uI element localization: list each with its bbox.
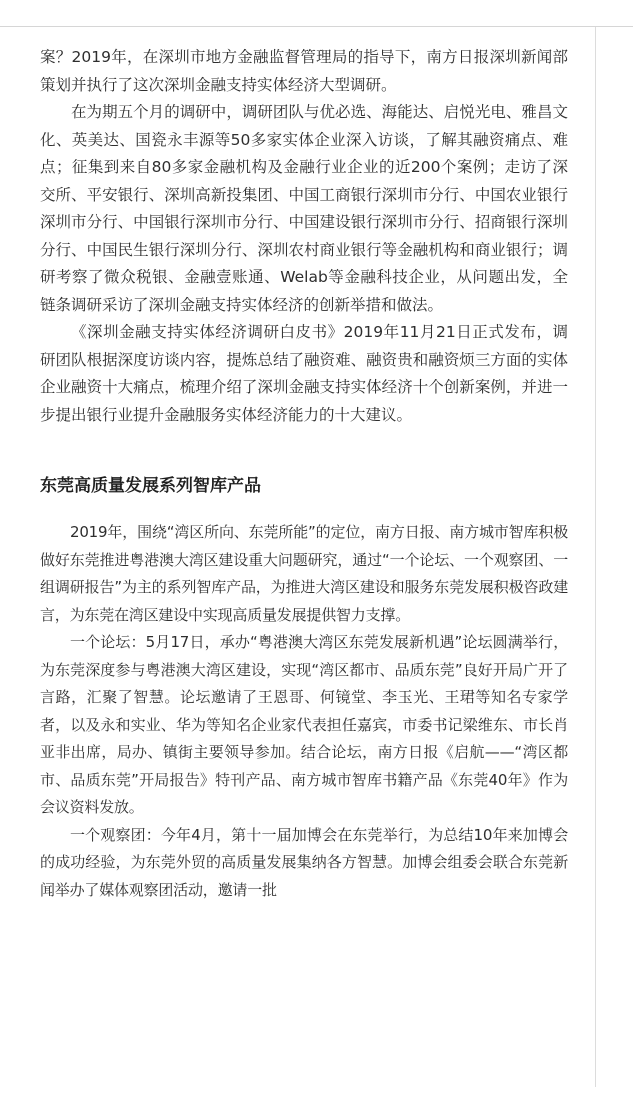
section-heading: 东莞高质量发展系列智库产品 [40,476,261,496]
top-divider [0,26,633,27]
article-paragraph: 一个论坛：5月17日，承办“粤港澳大湾区东莞发展新机遇”论坛圆满举行，为东莞深度参与粤港澳大湾区建设，实现“湾区都市、品质东莞”良好开局广开了言路，汇聚了智慧。论坛邀请了王恩哥、何镜堂、李玉光、王珺等知名专家学者，以及永和实业、华为等知名企业家代表担任嘉宾，市委书记梁维东、市长肖亚非出席，局办、镇街主要领导参加。结合论坛，南方日报《启航——“湾区都市、品质东莞”开局报告》特刊产品、南方城市智库书籍产品《东莞40年》作为会议资料发放。 [40,633,568,816]
article-paragraph: 案？2019年，在深圳市地方金融监督管理局的指导下，南方日报深圳新闻部策划并执行了这次深圳金融支持实体经济大型调研。 [40,48,568,94]
article-body [40,44,568,904]
right-column-divider [595,27,596,1087]
article-paragraph: 一个观察团：今年4月，第十一届加博会在东莞举行，为总结10年来加博会的成功经验，为东莞外贸的高质量发展集纳各方智慧。加博会组委会联合东莞新闻举办了媒体观察团活动，邀请一批 [40,825,568,899]
article-paragraph: 《深圳金融支持实体经济调研白皮书》2019年11月21日正式发布，调研团队根据深度访谈内容，提炼总结了融资难、融资贵和融资烦三方面的实体企业融资十大痛点，梳理介绍了深圳金融支持实体经济十个创新案例，并进一步提出银行业提升金融服务实体经济能力的十大建议。 [40,323,568,424]
article-paragraph: 在为期五个月的调研中，调研团队与优必选、海能达、启悦光电、雅昌文化、英美达、国瓷永丰源等50多家实体企业深入访谈，了解其融资痛点、难点；征集到来自80多家金融机构及金融行业企业的近200个案例；走访了深交所、平安银行、深圳高新投集团、中国工商银行深圳市分行、中国农业银行深圳市分行、中国银行深圳市分行、中国建设银行深圳市分行、招商银行深圳分行、中国民生银行深圳分行、深圳农村商业银行等金融机构和商业银行；调研考察了微众税银、金融壹账通、Welab等金融科技企业，从问题出发，全链条调研采访了深圳金融支持实体经济的创新举措和做法。 [40,103,568,314]
article-paragraph: 2019年，围绕“湾区所向、东莞所能”的定位，南方日报、南方城市智库积极做好东莞推进粤港澳大湾区建设重大问题研究，通过“一个论坛、一个观察团、一组调研报告”为主的系列智库产品，为推进大湾区建设和服务东莞发展积极咨政建言，为东莞在湾区建设中实现高质量发展提供智力支撑。 [40,523,568,624]
